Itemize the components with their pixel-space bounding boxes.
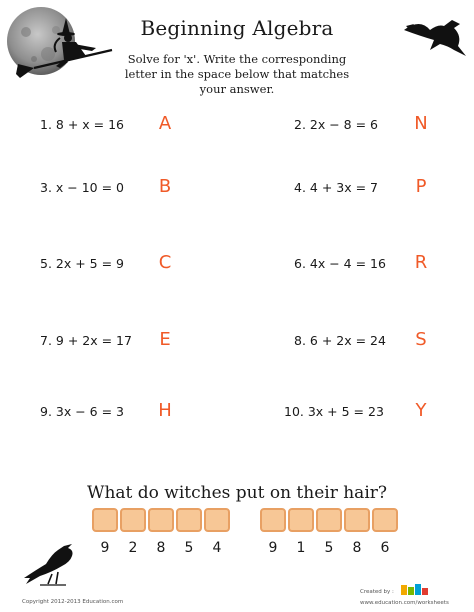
answer-number-1-1: 9 — [100, 540, 110, 556]
answer-number-2-4: 8 — [352, 540, 362, 556]
problem-4-letter: P — [415, 176, 427, 197]
problem-10-equation: 10. 3x + 5 = 23 — [284, 404, 384, 419]
crow-perched-icon — [22, 540, 84, 590]
answer-number-2-3: 5 — [324, 540, 334, 556]
answer-box-1-2[interactable] — [120, 508, 146, 532]
problem-4-equation: 4. 4 + 3x = 7 — [294, 180, 378, 195]
problem-3-equation: 3. x − 10 = 0 — [40, 180, 124, 195]
answer-number-2-5: 6 — [380, 540, 390, 556]
problem-6-letter: R — [414, 252, 428, 273]
problem-9-letter: H — [158, 400, 172, 421]
problem-2-equation: 2. 2x − 8 = 6 — [294, 117, 378, 132]
answer-box-1-1[interactable] — [92, 508, 118, 532]
answer-number-1-2: 2 — [128, 540, 138, 556]
education-logo-icon — [400, 582, 440, 598]
problem-8-equation: 8. 6 + 2x = 24 — [294, 333, 386, 348]
answer-box-1-5[interactable] — [204, 508, 230, 532]
problem-5-equation: 5. 2x + 5 = 9 — [40, 256, 124, 271]
problem-1-letter: A — [158, 113, 172, 134]
answer-box-2-1[interactable] — [260, 508, 286, 532]
answer-number-2-2: 1 — [296, 540, 306, 556]
problem-3-letter: B — [158, 176, 172, 197]
problem-7-letter: E — [159, 329, 171, 350]
answer-box-1-3[interactable] — [148, 508, 174, 532]
answer-number-1-5: 4 — [212, 540, 222, 556]
answer-number-1-3: 8 — [156, 540, 166, 556]
worksheets-url[interactable]: www.education.com/worksheets — [360, 600, 449, 606]
page-title: Beginning Algebra — [140, 16, 334, 40]
answer-box-2-4[interactable] — [344, 508, 370, 532]
problem-5-letter: C — [158, 252, 172, 273]
created-by-label: Created by : — [360, 589, 394, 595]
problem-2-letter: N — [414, 113, 428, 134]
answer-box-2-3[interactable] — [316, 508, 342, 532]
answer-box-2-2[interactable] — [288, 508, 314, 532]
instructions-text: Solve for 'x'. Write the corresponding letter in the space below that matches your answer. — [124, 52, 350, 96]
problem-1-equation: 1. 8 + x = 16 — [40, 117, 124, 132]
answer-number-1-4: 5 — [184, 540, 194, 556]
riddle-question: What do witches put on their hair? — [86, 483, 387, 503]
problem-10-letter: Y — [415, 400, 427, 421]
answer-box-1-4[interactable] — [176, 508, 202, 532]
problem-6-equation: 6. 4x − 4 = 16 — [294, 256, 386, 271]
answer-number-2-1: 9 — [268, 540, 278, 556]
answer-box-2-5[interactable] — [372, 508, 398, 532]
problem-7-equation: 7. 9 + 2x = 17 — [40, 333, 132, 348]
problem-8-letter: S — [415, 329, 427, 350]
copyright-text: Copyright 2012-2013 Education.com — [22, 599, 124, 605]
problem-9-equation: 9. 3x − 6 = 3 — [40, 404, 124, 419]
